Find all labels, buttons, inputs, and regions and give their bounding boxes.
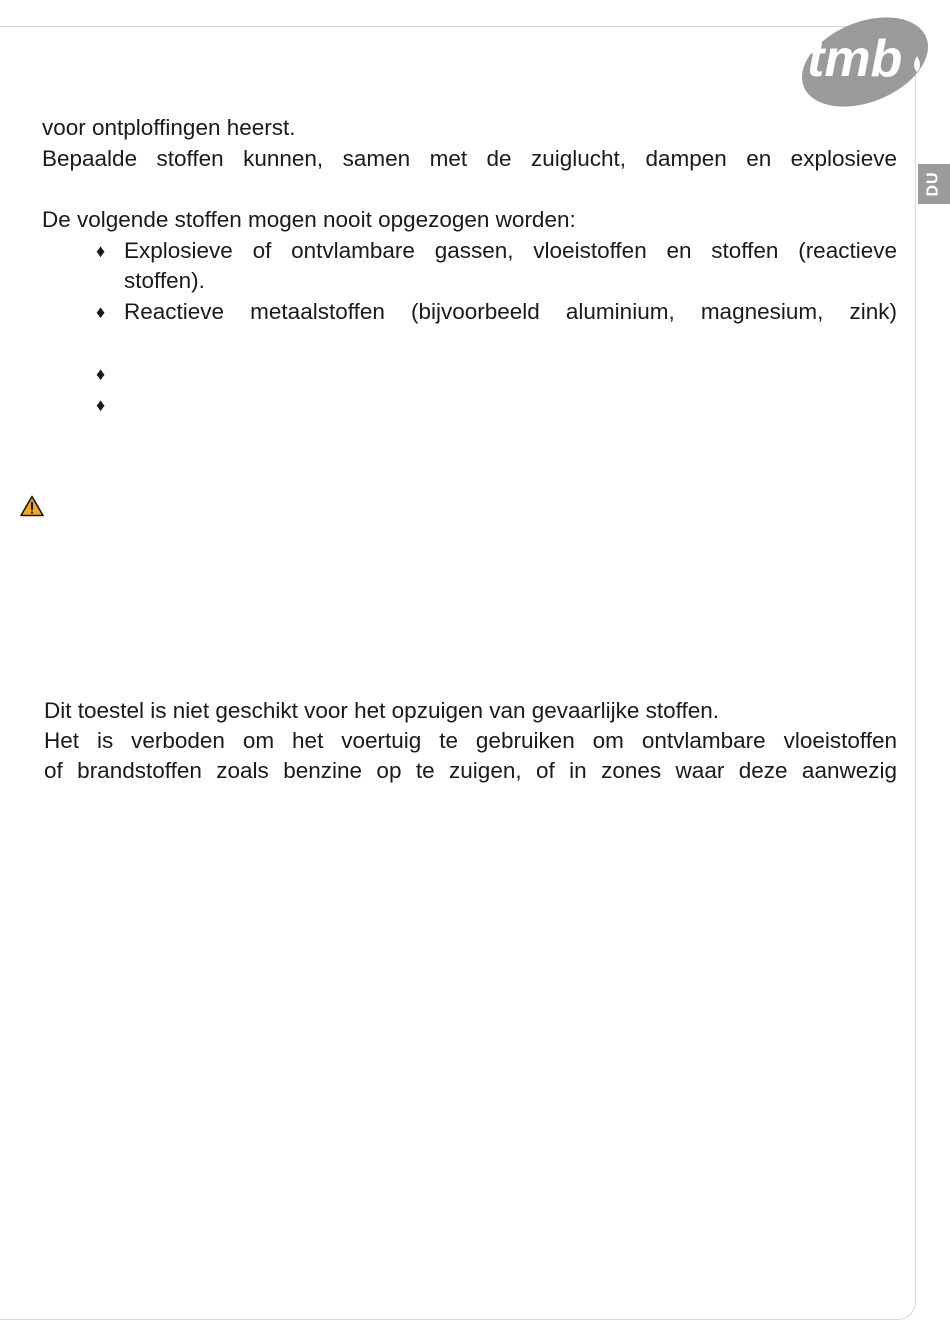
tmb-logo	[795, 6, 935, 110]
bullet-1-line-b: stoffen).	[124, 268, 205, 293]
bullet-1-line-a: Explosieve of ontvlambare gassen, vloeistoffen en stoffen (reactieve	[124, 238, 897, 263]
bullet-symbol: ♦	[96, 302, 106, 322]
paragraph-2-line-3: of brandstoffen zoals benzine op te zuigen, of in zones waar deze aanwezig	[44, 758, 897, 783]
logo-text: tmb	[807, 30, 903, 88]
language-tab[interactable]	[918, 164, 950, 204]
warning-triangle-icon	[20, 495, 44, 517]
bullet-2-line-a: Reactieve metaalstoffen (bijvoorbeeld aluminium, magnesium, zink)	[124, 299, 897, 324]
bullet-symbol: ♦	[96, 395, 106, 415]
language-tab-label: DU	[924, 171, 942, 197]
text-line-3: De volgende stoffen mogen nooit opgezogen worden:	[42, 207, 576, 232]
bullet-symbol: ♦	[96, 364, 106, 384]
text-line-1: voor ontploffingen heerst.	[42, 115, 296, 140]
bullet-symbol: ♦	[96, 241, 106, 261]
paragraph-2-line-2: Het is verboden om het voertuig te gebruiken om ontvlambare vloeistoffen	[44, 728, 897, 753]
paragraph-2-line-1: Dit toestel is niet geschikt voor het opzuigen van gevaarlijke stoffen.	[44, 698, 719, 723]
text-line-2: Bepaalde stoffen kunnen, samen met de zuiglucht, dampen en explosieve	[42, 146, 897, 171]
